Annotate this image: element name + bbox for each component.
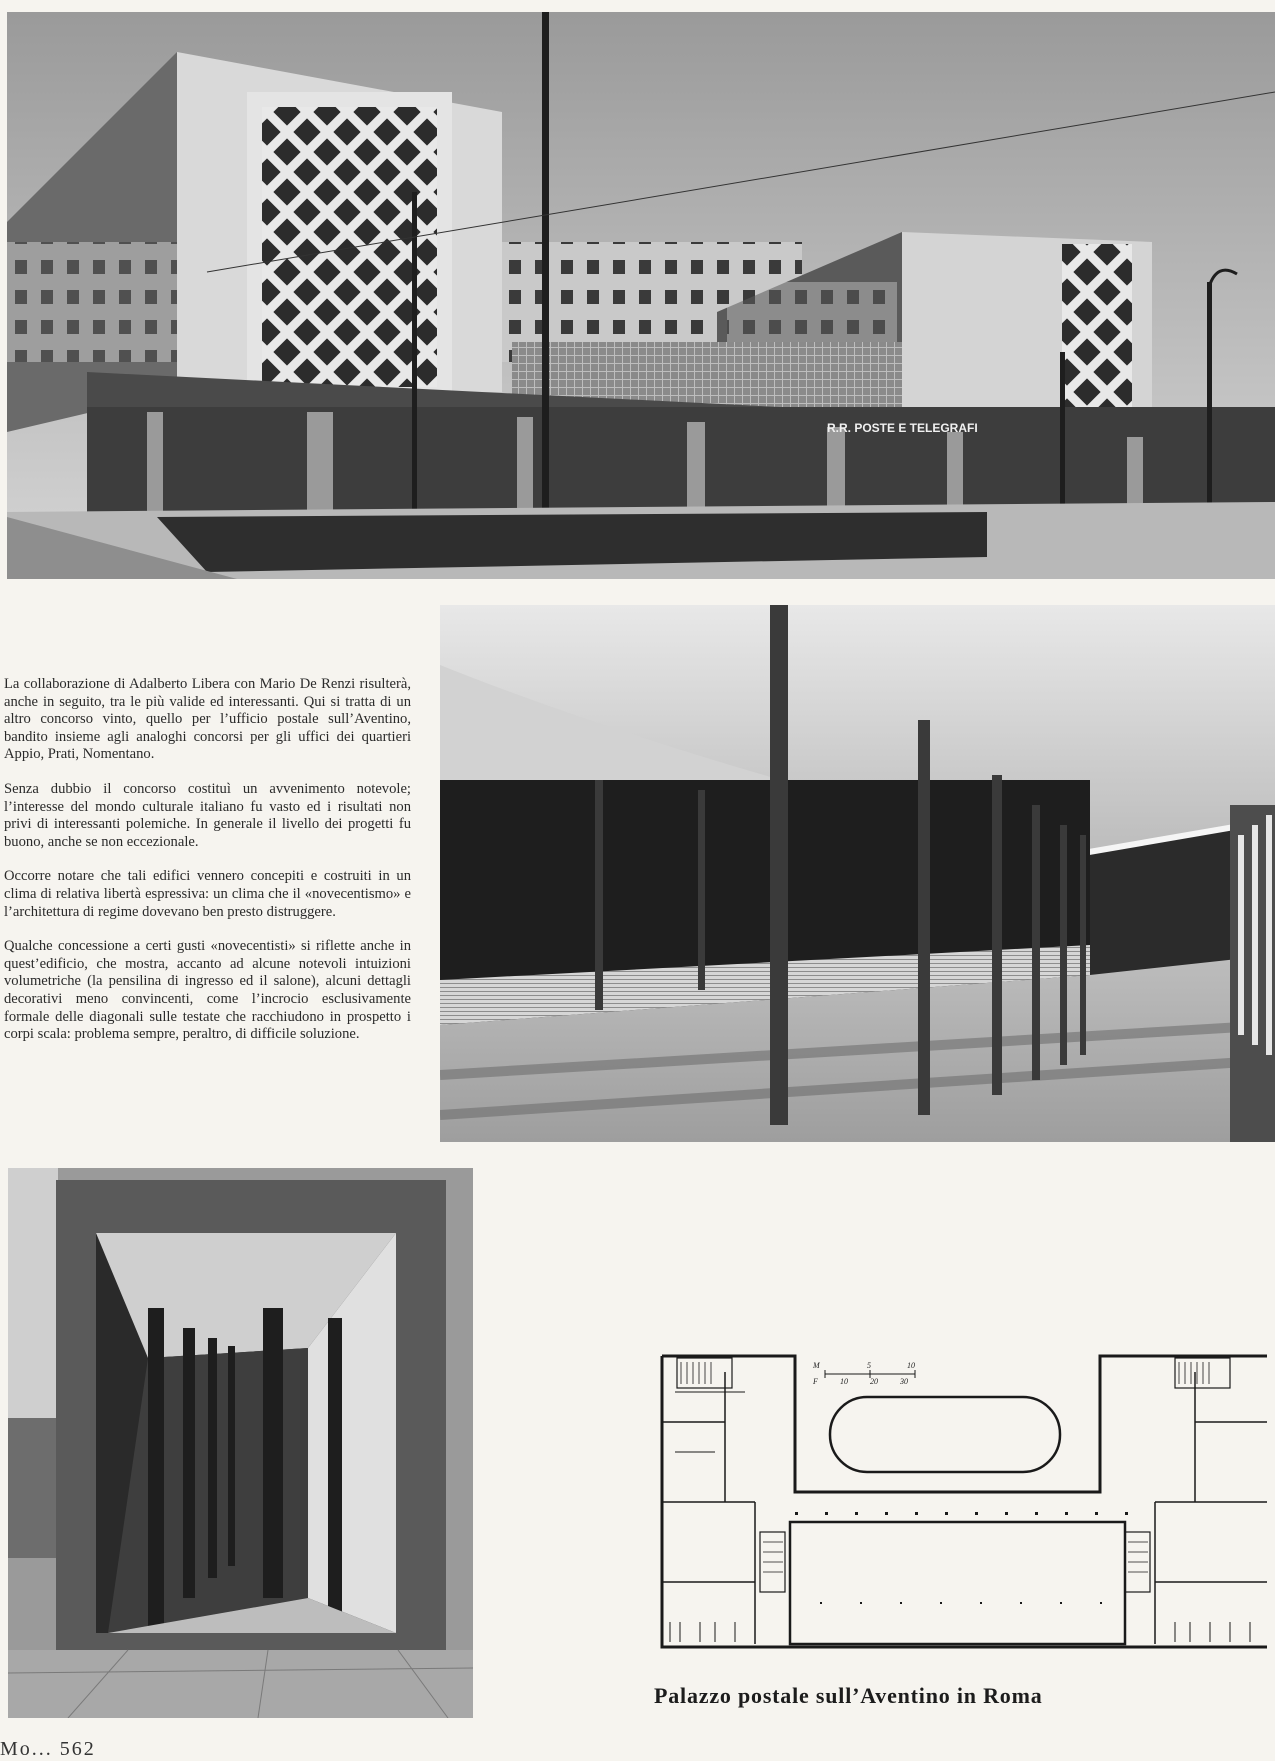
article-paragraph: Occorre notare che tali edifici vennero concepiti e costruiti in un clima di relativa libertà espressiva: un clima che il «novecentismo» e l’architettura di regime dovevano ben presto distruggere. — [4, 868, 411, 920]
figure-caption: Palazzo postale sull’Aventino in Roma — [654, 1683, 1043, 1708]
article-paragraph: Senza dubbio il concorso costituì un avvenimento notevole; l’interesse del mondo culturale italiano fu vasto ed i risultati non privi di interessanti polemiche. In generale il livello dei progetti fu buono, anche se non eccezionale. — [4, 780, 411, 850]
plan-scale-f-tick: 10 — [840, 1377, 848, 1386]
photo-portico — [8, 1168, 473, 1718]
building-sign: R.R. POSTE E TELEGRAFI — [827, 421, 978, 435]
plan-scale-f-tick: 20 — [870, 1377, 878, 1386]
plan-scale-m-tick: 10 — [907, 1361, 915, 1370]
article-paragraph: La collaborazione di Adalberto Libera con Mario De Renzi risulterà, anche in seguito, tra le più valide ed interessanti. Qui si tratta di un altro concorso vinto, quello per l’ufficio postale sull’Aventino, bandito insieme agli analoghi concorsi per gli uffici dei quartieri Appio, Prati, Nomentano. — [4, 676, 411, 763]
plan-scale-m-tick: 5 — [867, 1361, 871, 1370]
article-body — [4, 676, 411, 1061]
plan-scale-f-label: F — [813, 1377, 818, 1386]
photo-exterior — [7, 12, 1275, 579]
plan-scale-m-label: M — [813, 1361, 820, 1370]
article-paragraph: Qualche concessione a certi gusti «novecentisti» si riflette anche in quest’edificio, che mostra, accanto ad alcune notevoli intuizioni volumetriche (la pensilina di ingresso ed il salone), alcuni dettagli decorativi meno convincenti, come l’incrocio esclusivamente formale delle diagonali sulle testate che racchiudono in prospetto i corpi scala: problema sempre, peraltro, di difficile soluzione. — [4, 938, 411, 1043]
plan-scale-f-tick: 30 — [900, 1377, 908, 1386]
photo-colonnade — [440, 605, 1275, 1142]
page-number: Mo... 562 — [0, 1738, 96, 1760]
floor-plan — [655, 1352, 1275, 1652]
